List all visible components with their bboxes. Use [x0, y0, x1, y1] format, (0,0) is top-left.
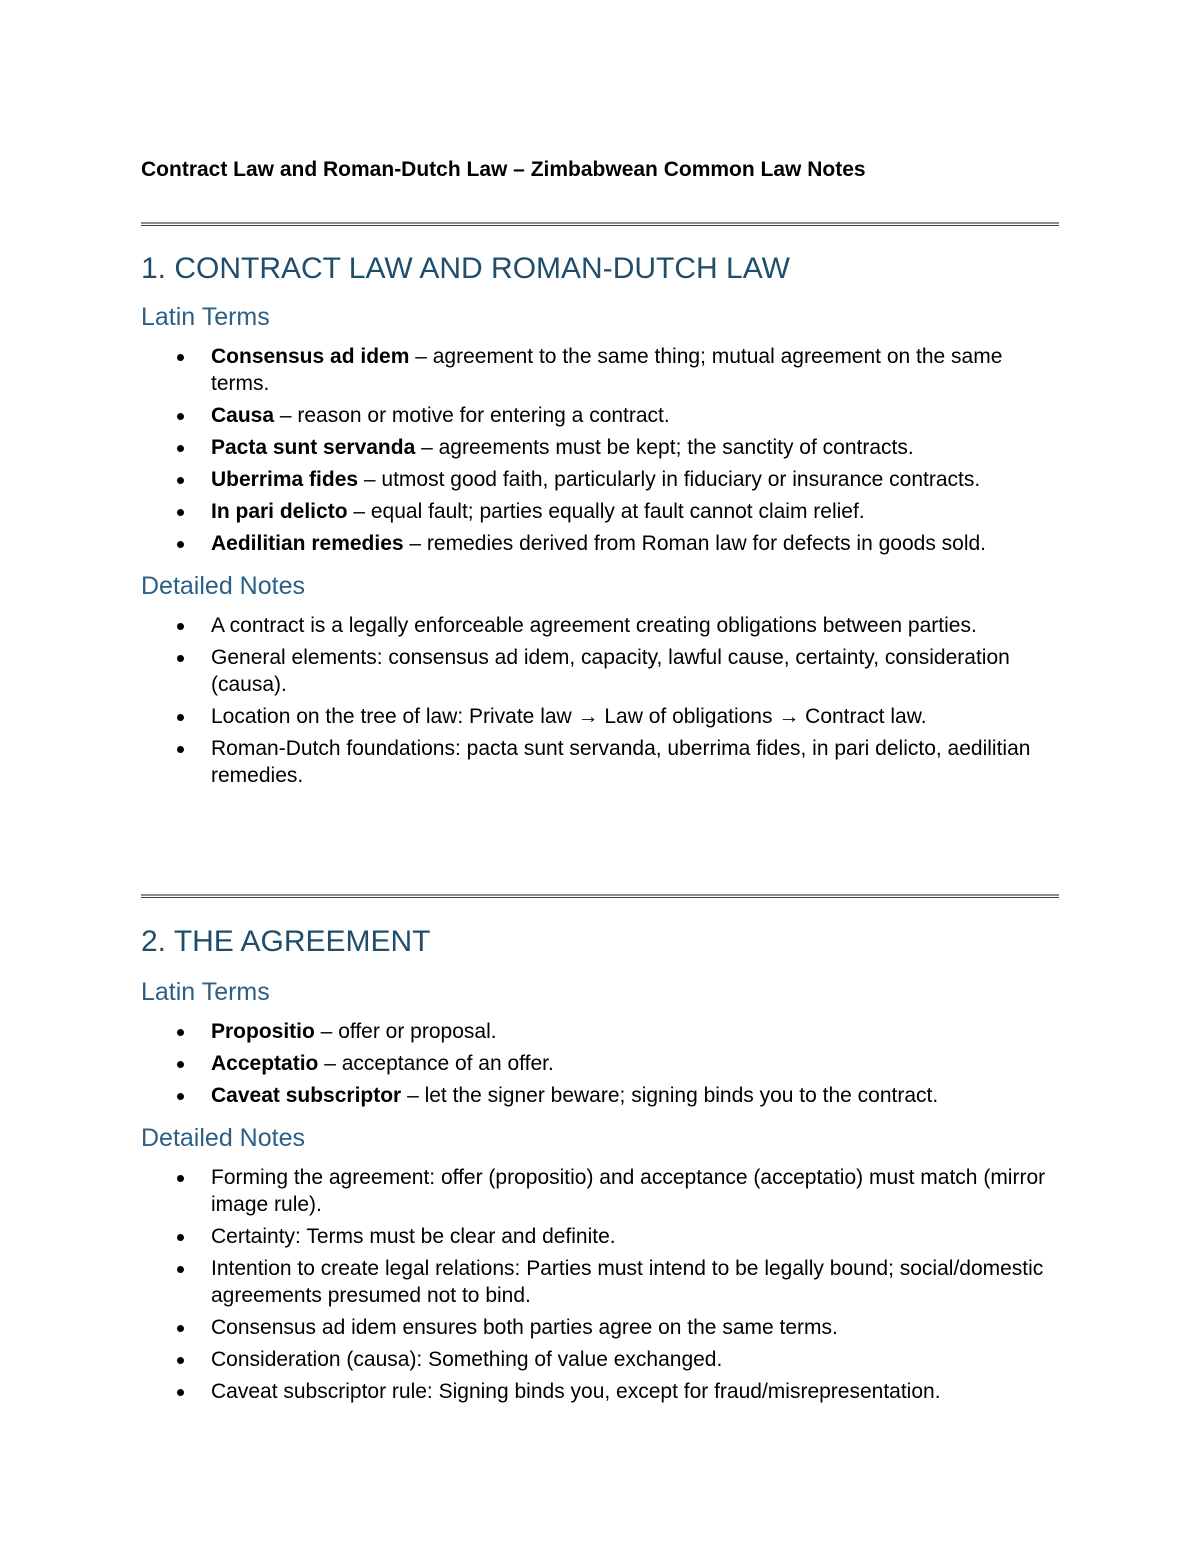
bullet-icon [177, 1266, 184, 1273]
latin-term-item [141, 466, 1059, 493]
note-item [141, 735, 1059, 789]
latin-term: In pari delicto [211, 500, 348, 523]
latin-term-definition: – agreement to the same thing; mutual agreement on the same terms. [211, 345, 1003, 395]
latin-terms-heading: Latin Terms [141, 303, 270, 331]
bullet-icon [177, 1093, 184, 1100]
note-item [141, 703, 1059, 730]
latin-term-definition: – utmost good faith, particularly in fiduciary or insurance contracts. [358, 468, 981, 491]
note-item [141, 1378, 1059, 1405]
note-text: General elements: consensus ad idem, capacity, lawful cause, certainty, consideration (causa). [211, 646, 1010, 696]
bullet-icon [177, 1357, 184, 1364]
latin-term: Pacta sunt servanda [211, 436, 416, 459]
bullet-icon [177, 1175, 184, 1182]
bullet-icon [177, 1325, 184, 1332]
latin-term-definition: – remedies derived from Roman law for defects in goods sold. [403, 532, 987, 555]
latin-term: Causa [211, 404, 275, 427]
latin-term-item [141, 402, 1059, 429]
document-title: Contract Law and Roman-Dutch Law – Zimbabwean Common Law Notes [141, 158, 866, 181]
latin-term: Consensus ad idem [211, 345, 410, 368]
latin-term: Propositio [211, 1020, 315, 1043]
latin-term-item [141, 530, 1059, 557]
latin-term-item [141, 343, 1059, 397]
latin-term-item [141, 1050, 1059, 1077]
latin-term-definition: – reason or motive for entering a contract. [274, 404, 670, 427]
bullet-icon [177, 477, 184, 484]
latin-term: Acceptatio [211, 1052, 319, 1075]
bullet-icon [177, 413, 184, 420]
note-item [141, 1255, 1059, 1309]
latin-term-definition: – acceptance of an offer. [318, 1052, 554, 1075]
latin-term: Caveat subscriptor [211, 1084, 402, 1107]
note-text: Caveat subscriptor rule: Signing binds you, except for fraud/misrepresentation. [211, 1380, 941, 1403]
section-divider [141, 894, 1059, 898]
detailed-notes-list [141, 612, 1059, 789]
latin-terms-heading: Latin Terms [141, 978, 270, 1006]
note-text: Location on the tree of law: Private law → Law of obligations → Contract law. [211, 705, 927, 728]
note-text: Consideration (causa): Something of value exchanged. [211, 1348, 723, 1371]
latin-term-definition: – let the signer beware; signing binds you to the contract. [401, 1084, 939, 1107]
latin-term-definition: – offer or proposal. [314, 1020, 497, 1043]
detailed-notes-list [141, 1164, 1059, 1405]
bullet-icon [177, 354, 184, 361]
note-item [141, 612, 1059, 639]
section-heading: 2. THE AGREEMENT [141, 925, 431, 958]
note-item [141, 1314, 1059, 1341]
latin-term-item [141, 1082, 1059, 1109]
latin-term: Aedilitian remedies [211, 532, 404, 555]
note-text: A contract is a legally enforceable agreement creating obligations between parties. [211, 614, 977, 637]
latin-term-item [141, 1018, 1059, 1045]
note-text: Certainty: Terms must be clear and definite. [211, 1225, 616, 1248]
bullet-icon [177, 445, 184, 452]
detailed-notes-heading: Detailed Notes [141, 572, 305, 600]
note-item [141, 1164, 1059, 1218]
section-divider [141, 222, 1059, 226]
note-item [141, 1223, 1059, 1250]
bullet-icon [177, 623, 184, 630]
section-contract-law [141, 251, 1059, 789]
latin-terms-list [141, 1018, 1059, 1109]
latin-term: Uberrima fides [211, 468, 359, 491]
bullet-icon [177, 1389, 184, 1396]
note-text: Forming the agreement: offer (propositio) and acceptance (acceptatio) must match (mirror image rule). [211, 1166, 1046, 1216]
bullet-icon [177, 746, 184, 753]
bullet-icon [177, 509, 184, 516]
note-item [141, 644, 1059, 698]
section-the-agreement [141, 924, 1059, 1405]
note-text: Roman-Dutch foundations: pacta sunt servanda, uberrima fides, in pari delicto, aedilitian remedies. [211, 737, 1031, 787]
latin-terms-list [141, 343, 1059, 557]
bullet-icon [177, 714, 184, 721]
bullet-icon [177, 1029, 184, 1036]
bullet-icon [177, 1061, 184, 1068]
bullet-icon [177, 541, 184, 548]
note-text: Consensus ad idem ensures both parties agree on the same terms. [211, 1316, 838, 1339]
latin-term-definition: – equal fault; parties equally at fault cannot claim relief. [347, 500, 865, 523]
note-text: Intention to create legal relations: Parties must intend to be legally bound; social/domestic agreements presumed not to bind. [211, 1257, 1044, 1307]
detailed-notes-heading: Detailed Notes [141, 1124, 305, 1152]
bullet-icon [177, 1234, 184, 1241]
latin-term-definition: – agreements must be kept; the sanctity of contracts. [415, 436, 914, 459]
note-item [141, 1346, 1059, 1373]
latin-term-item [141, 434, 1059, 461]
latin-term-item [141, 498, 1059, 525]
section-heading: 1. CONTRACT LAW AND ROMAN-DUTCH LAW [141, 252, 790, 285]
bullet-icon [177, 655, 184, 662]
